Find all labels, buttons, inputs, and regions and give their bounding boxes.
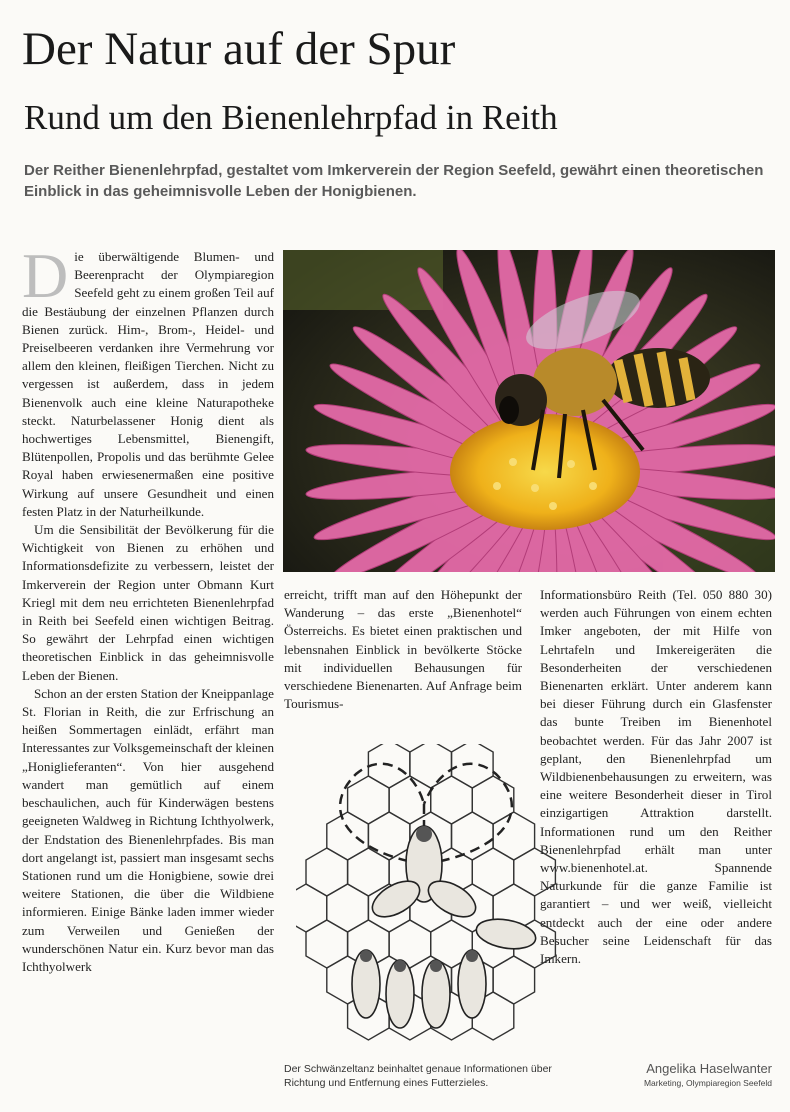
lead-paragraph: Der Reither Bienenlehrpfad, gestaltet vom Imkerverein der Region Seefeld, gewährt einen theoretischen Einblick in das geheimnisvolle Leben der Honigbienen. bbox=[24, 162, 764, 200]
figure-caption: Der Schwänzeltanz beinhaltet genaue Informationen über Richtung und Entfernung eines Futterzieles. bbox=[284, 1063, 552, 1089]
bee-flower-illustration bbox=[283, 250, 775, 572]
honeycomb-cell bbox=[472, 776, 514, 824]
article-column-1 bbox=[22, 248, 274, 1104]
waggle-dance-diagram bbox=[296, 744, 558, 1044]
author-name: Angelika Haselwanter bbox=[646, 1061, 772, 1076]
honeycomb-illustration bbox=[296, 744, 558, 1044]
honeycomb-cell bbox=[389, 776, 431, 824]
honeycomb-cell bbox=[327, 812, 369, 860]
article-column-2 bbox=[284, 586, 522, 716]
honeycomb-cell bbox=[452, 812, 494, 860]
article-paragraph: Um die Sensibilität der Bevölkerung für die Wichtigkeit von Bienen zu erhöhen und Informationsdefizite zu verbessern, leistet der Imkerverein der Region unter Obmann Kurt Kriegl mit dem neu errichteten Bienenlehrpfad in Reith bei Seefeld einen wichtigen Beitrag. So gewährt der Lehrpfad einen wichtigen theoretischen Einblick in das geheimnisvolle Leben der Bienen. bbox=[22, 522, 274, 683]
article-paragraph: erreicht, trifft man auf den Höhepunkt der Wanderung – das erste „Bienenhotel“ Österreichs. Es bietet einen praktischen und lebensnahen Einblick in bevölkerte Stöcke mit individuellen Behausungen für verschiedene Bienenarten. Auf Anfrage beim Tourismus- bbox=[284, 587, 522, 712]
honeycomb-cell bbox=[306, 848, 348, 896]
honeycomb-cell bbox=[493, 812, 534, 860]
honeycomb-cell bbox=[327, 884, 369, 932]
honeycomb-cell bbox=[306, 920, 348, 968]
honeycomb-cell bbox=[452, 744, 494, 788]
honeycomb-cell bbox=[348, 776, 390, 824]
honeycomb-cell bbox=[368, 812, 410, 860]
article-paragraph: ie überwältigende Blumen- und Beerenpracht der Olympiaregion Seefeld geht zu einem großen Teil auf die Bestäubung der einzelnen Pflanzen durch Bienen zurück. Him-, Brom-, Heidel- und Preiselbeeren verdanken ihre Vermehrung vor allem den kleinen, fleißigen Tierchen. Nicht zu vergessen ist außerdem, dass in jedem Bienenvolk auch eine kleine Naturapotheke steckt. Naturbelassener Honig dient als hochwertiges Lebensmittel, Bienengift, Blütenpollen, Propolis und das berühmte Gelee Royal haben erwiesenermaßen eine positive Wirkung auf unsere Gesundheit und einen festen Platz in der Naturheilkunde. bbox=[22, 249, 274, 519]
page-subtitle: Rund um den Bienenlehrpfad in Reith bbox=[24, 98, 558, 137]
bee-on-flower-photo bbox=[283, 250, 775, 572]
honeycomb-cell bbox=[348, 848, 390, 896]
article-column-3 bbox=[540, 586, 772, 1052]
honeycomb-cell bbox=[472, 848, 514, 896]
honeycomb-cell bbox=[296, 884, 327, 932]
honeycomb-cell bbox=[514, 848, 556, 896]
article-paragraph: Informationsbüro Reith (Tel. 050 880 30) werden auch Führungen von einem echten Imker angeboten, der mit Hilfe von Lehrtafeln und Imkereigeräten die Besonderheiten der verschiedenen Bienenarten erklärt. Unter anderem kann bei dieser Führung durch ein Glasfenster das bunte Treiben im Bienenhotel beobachtet werden. Für das Jahr 2007 ist geplant, den Bienenlehrpfad um Wildbienenbehausungen zu erweitern, was eine weitere Besonderheit dieser in Tirol einzigartigen Attraktion darstellt. Informationen rund um den Reither Bienenlehrpfad erhält man unter www.bienenhotel.at. Spannende Naturkunde für die ganze Familie ist garantiert – und wer weiß, vielleicht entdeckt auch der eine oder andere Besucher seine Leidenschaft für das Imkern. bbox=[540, 587, 772, 967]
drop-cap: D bbox=[22, 248, 69, 311]
honeycomb-cell bbox=[389, 920, 431, 968]
honeycomb-cell bbox=[431, 776, 473, 824]
honeycomb-cell bbox=[493, 956, 534, 1004]
author-block bbox=[644, 1060, 772, 1089]
honeycomb-cell bbox=[410, 744, 452, 788]
article-paragraph: Schon an der ersten Station der Kneippanlage St. Florian in Reith, die zur Erfrischung an heißen Sommertagen einlädt, erfährt man Interessantes zur Volksgemeinschaft der kleinen „Honiglieferanten“. Von hier ausgehend wandert man gemütlich auf einem beschaulichen, auch für Kinderwägen bestens geeigneten Waldweg in Richtung Ichthyolwerk, der Endstation des Bienenlehrpfades. Bis man dort angelangt ist, passiert man insgesamt sechs Stationen rund um die Honigbiene, sowie drei weitere Stationen, die über die Wildbiene informieren. Einige Bänke laden immer wieder zum Verweilen und Genießen der wunderschönen Natur ein. Kurz bevor man das Ichthyolwerk bbox=[22, 685, 274, 974]
page-title: Der Natur auf der Spur bbox=[22, 23, 456, 75]
author-role: Marketing, Olympiaregion Seefeld bbox=[643, 1078, 772, 1088]
